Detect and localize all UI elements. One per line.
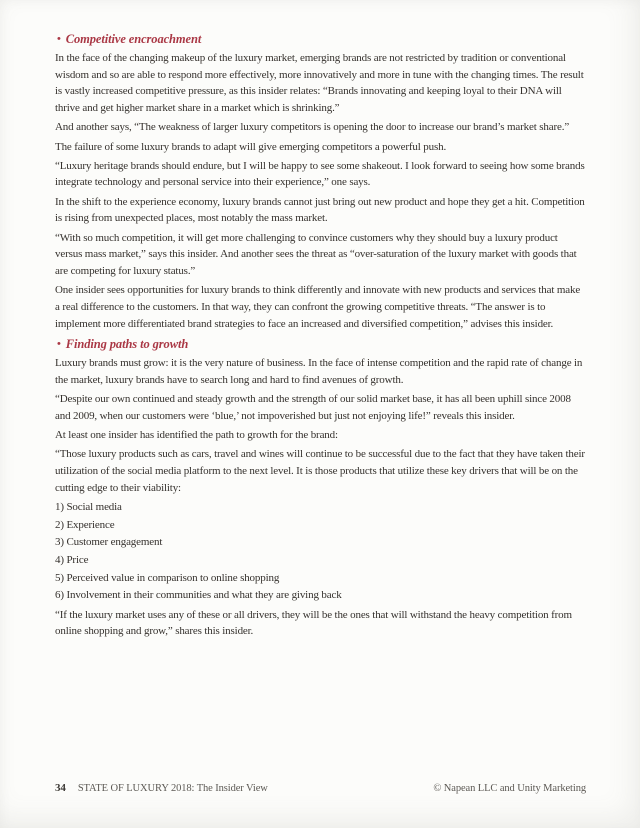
key-drivers-list <box>55 499 585 604</box>
paragraph: The failure of some luxury brands to adapt will give emerging competitors a powerful push. <box>55 140 447 153</box>
bullet-icon: • <box>57 338 61 351</box>
paragraph: In the shift to the experience economy, luxury brands cannot just bring out new product and hope they get a hit. Competition is rising from unexpected places, most notably the mass market. <box>55 195 585 225</box>
section-heading-text: Competitive encroachment <box>65 32 202 46</box>
paragraph: “Those luxury products such as cars, travel and wines will continue to be successful due to the fact that they have taken their utilization of the social media platform to the next level. It is those products that utilize these key drivers that will be on the cutting edge to their viability: <box>55 448 585 494</box>
list-item: 3) Customer engagement <box>55 536 163 549</box>
list-item: 6) Involvement in their communities and what they are giving back <box>55 589 342 602</box>
section-heading-text: Finding paths to growth <box>65 337 189 352</box>
list-item: 5) Perceived value in comparison to online shopping <box>55 571 280 584</box>
paragraph: In the face of the changing makeup of the luxury market, emerging brands are not restricted by tradition or conventional wisdom and so are able to respond more effectively, more innovatively and more in tune with the changing times. The result is vastly increased competitive pressure, as this insider relates: “Brands innovating and keeping loyal to their DNA will thrive and get higher market share in a market which is shrinking.” <box>55 52 584 115</box>
section-heading-finding-paths-to-growth <box>55 336 585 353</box>
section-heading-competitive-encroachment <box>55 31 585 48</box>
paragraph: And another says, “The weakness of larger luxury competitors is opening the door to increase our brand’s market share.” <box>55 121 570 134</box>
paragraph: Luxury brands must grow: it is the very nature of business. In the face of intense competition and the rapid rate of change in the market, luxury brands have to search long and hard to find avenues of growth. <box>55 357 583 386</box>
footer-left <box>55 782 268 795</box>
bullet-icon: • <box>57 33 61 45</box>
paragraph: “Despite our own continued and steady growth and the strength of our solid market base, it has all been uphill since 2008 and 2009, when our customers were ‘blue,’ not impoverished but just not enjoying life!” reveals this insider. <box>55 393 571 422</box>
paragraph: “Luxury heritage brands should endure, but I will be happy to see some shakeout. I look forward to seeing how some brands integrate technology and personal service into their experience,” one says. <box>55 159 585 189</box>
list-item: 2) Experience <box>55 518 115 531</box>
paragraph: At least one insider has identified the path to growth for the brand: <box>55 429 338 442</box>
list-item: 1) Social media <box>55 500 122 513</box>
page-footer <box>55 782 586 795</box>
list-item: 4) Price <box>55 553 89 566</box>
paragraph: “With so much competition, it will get more challenging to convince customers why they should buy a luxury product versus mass market,” says this insider. And another sees the threat as “over-saturation of the luxury market with goods that are competing for luxury status.” <box>55 231 577 277</box>
copyright-notice: © Napean LLC and Unity Marketing <box>433 783 586 794</box>
paragraph: “If the luxury market uses any of these or all drivers, they will be the ones that will withstand the heavy competition from online shopping and grow,” shares this insider. <box>55 608 572 638</box>
page-content <box>55 31 585 643</box>
page-number: 34 <box>55 782 66 794</box>
paragraph: One insider sees opportunities for luxury brands to think differently and innovate with new products and services that make a real difference to the customers. In that way, they can confront the growing competitive threats. “The answer is to implement more differentiated brand strategies to face an increased and diversified competition,” advises this insider. <box>55 284 581 330</box>
document-title: STATE OF LUXURY 2018: The Insider View <box>77 783 268 794</box>
